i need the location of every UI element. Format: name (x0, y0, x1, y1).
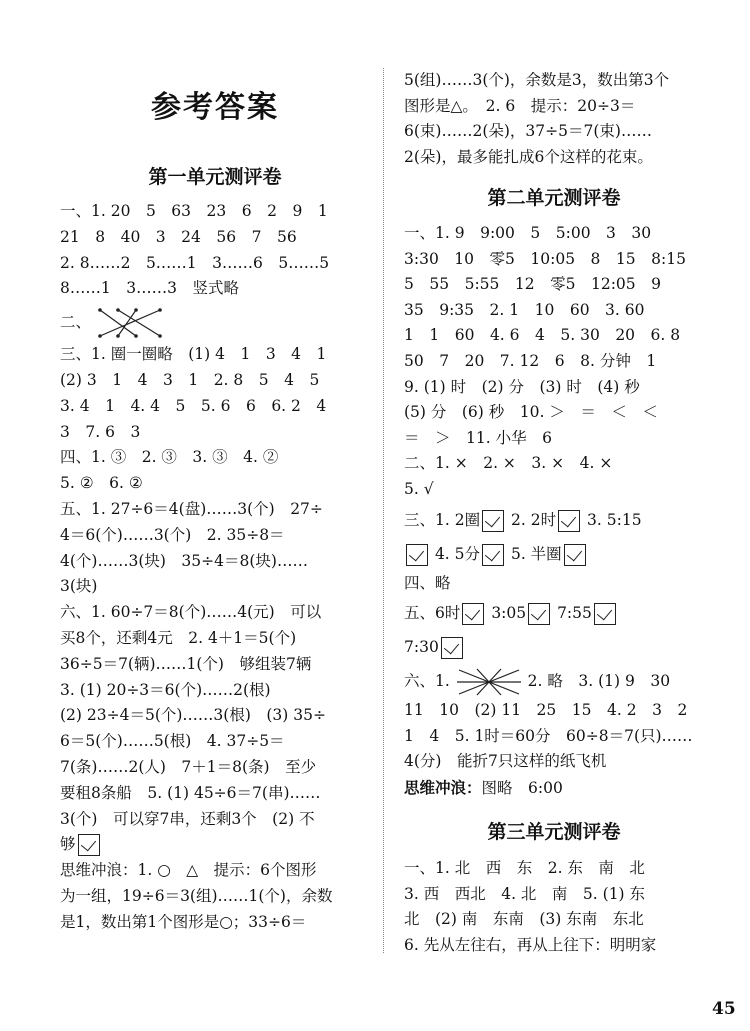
answer-line: 35 9:35 2. 1 10 60 3. 60 (404, 300, 645, 319)
answer-line: 一、1. 9 9:00 5 5:00 3 30 (404, 224, 652, 242)
answer-line: 是1，数出第1个图形是○；33÷6＝ (60, 912, 307, 931)
answer-line: 50 7 20 7. 12 6 8. 分钟 1 (404, 351, 657, 370)
page-title: 参考答案 (151, 90, 279, 125)
answer-label: 六、1. (404, 672, 450, 691)
unit3-title: 第三单元测评卷 (487, 821, 621, 843)
answer-line: 3. 西 西北 4. 北 南 5. (1) 东 (404, 884, 646, 903)
answer-line: 3(块) (60, 577, 98, 596)
answer-line: 11 10 (2) 11 25 15 4. 2 3 2 (404, 701, 688, 720)
answer-line (404, 596, 704, 630)
answer-text: 够 (60, 835, 76, 854)
answer-line: 1 1 60 4. 6 4 5. 30 20 6. 8 (404, 326, 681, 345)
answer-line: 36÷5＝7(辆)……1(个) 够组装7辆 (60, 654, 312, 673)
answer-line: 7(条)……2(人) 7＋1＝8(条) 至少 (60, 757, 317, 776)
answer-line (404, 537, 704, 571)
answer-text: 7:55 (557, 604, 592, 623)
answer-line (404, 503, 704, 537)
answer-line: 买8个，还剩4元 2. 4＋1＝5(个) (60, 628, 297, 647)
answer-line: 5(组)……3(个)，余数是3，数出第3个 (404, 71, 670, 89)
answer-line: 6＝5(个)……5(根) 4. 37÷5＝ (60, 732, 285, 751)
answer-line (404, 775, 704, 801)
matching-lines-diagram (96, 306, 166, 340)
answer-text: 7:30 (404, 638, 439, 657)
answer-line: 图形是△。 2. 6 提示：20÷3＝ (404, 96, 636, 115)
answer-line: 8……1 3……3 竖式略 (60, 279, 239, 298)
answer-line: 6. 先从左往右，再从上往下：明明家 (404, 935, 657, 954)
answer-text: 2. 略 3. (1) 9 30 (527, 672, 671, 691)
answer-line: 5 55 5:55 12 零5 12:05 9 (404, 275, 662, 294)
answer-line (404, 664, 704, 698)
check-box (482, 510, 504, 532)
answer-line: 3(个) 可以穿7串，还剩3个 (2) 不 (60, 809, 315, 828)
answer-line: 为一组，19÷6＝3(组)……1(个)，余数 (60, 886, 333, 905)
answer-text: 3:05 (491, 604, 527, 623)
check-box (406, 544, 428, 566)
answer-line: 6(束)……2(朵)，37÷5＝7(束)…… (404, 122, 652, 141)
answer-text: 2. 2时 (511, 510, 557, 529)
check-box (78, 834, 100, 856)
answer-line: (5) 分 (6) 秒 10. ＞ ＝ ＜ ＜ (404, 403, 658, 422)
answer-line: 六、1. 60÷7＝8(个)……4(元) 可以 (60, 603, 322, 622)
answer-line (60, 302, 370, 342)
answer-line: 3. 4 1 4. 4 5 5. 6 6 6. 2 4 (60, 396, 327, 415)
bonus-label: 思维冲浪： (404, 777, 482, 797)
answer-line: 3 7. 6 3 (60, 422, 141, 441)
answer-line: 9. (1) 时 (2) 分 (3) 时 (4) 秒 (404, 377, 640, 396)
answer-line: 4(个)……3(块) 35÷4＝8(块)…… (60, 551, 308, 570)
answer-line: 二、1. × 2. × 3. × 4. × (404, 454, 613, 473)
answer-line: 1 4 5. 1时＝60分 60÷8＝7(只)…… (404, 726, 693, 745)
answer-line: (2) 23÷4＝5(个)……3(根) (3) 35÷ (60, 706, 326, 725)
answer-text: 4. 5分 (434, 544, 481, 563)
answer-line: 一、1. 20 5 63 23 6 2 9 1 (60, 202, 328, 220)
page-number: 45 (712, 999, 736, 1019)
answer-line: 北 (2) 南 东南 (3) 东南 东北 (404, 910, 644, 929)
answer-line: 四、1. ③ 2. ③ 3. ③ 4. ② (60, 448, 279, 467)
unit2-answers (404, 221, 704, 801)
answer-line: 四、略 (404, 573, 451, 592)
answer-line: ＝ ＞ 11. 小华 6 (404, 428, 552, 447)
answer-line: 五、1. 27÷6＝4(盘)……3(个) 27÷ (60, 499, 323, 518)
answer-line (404, 630, 704, 664)
answer-text: 5. 半圈 (510, 544, 562, 563)
answer-line: 3. (1) 20÷3＝6(个)……2(根) (60, 680, 271, 699)
answer-text: 五、6时 (404, 604, 461, 623)
answer-label: 二、 (60, 313, 92, 332)
answer-text: 3. 5:15 (587, 510, 642, 529)
answer-line: 5. ② 6. ② (60, 474, 143, 493)
answer-line: 4＝6(个)……3(个) 2. 35÷8＝ (60, 525, 285, 544)
unit1-title: 第一单元测评卷 (148, 166, 282, 188)
answer-text: 图略 6:00 (481, 778, 563, 797)
unit1-continued (404, 68, 704, 170)
answer-line: 3:30 10 零5 10:05 8 15 8:15 (404, 249, 686, 268)
answer-line: 要租8条船 5. (1) 45÷6＝7(串)…… (60, 783, 321, 802)
clock-star-diagram (455, 667, 523, 697)
column-divider (383, 68, 384, 953)
check-box (564, 544, 586, 566)
check-box (441, 637, 463, 659)
answer-line: 三、1. 圈一圈略 (1) 4 1 3 4 1 (60, 345, 327, 364)
answer-line: 21 8 40 3 24 56 7 56 (60, 227, 297, 246)
answer-line: 思维冲浪：1. ○ △ 提示：6个图形 (60, 861, 317, 880)
check-box (462, 603, 484, 625)
check-box (558, 510, 580, 532)
check-box (482, 544, 504, 566)
answer-line (60, 832, 370, 858)
check-box (528, 603, 550, 625)
answer-line: 一、1. 北 西 东 2. 东 南 北 (404, 859, 645, 877)
unit3-answers (404, 856, 704, 958)
answer-line: (2) 3 1 4 3 1 2. 8 5 4 5 (60, 370, 320, 389)
answer-line: 4(分) 能折7只这样的纸飞机 (404, 752, 607, 771)
answer-line: 5. √ (404, 479, 434, 498)
check-box (594, 603, 616, 625)
answer-line: 2(朵)，最多能扎成6个这样的花束。 (404, 147, 653, 166)
answer-line: 2. 8……2 5……1 3……6 5……5 (60, 253, 330, 272)
unit2-title: 第二单元测评卷 (487, 187, 621, 209)
answer-text: 三、1. 2圈 (404, 510, 481, 529)
unit1-answers (60, 199, 370, 936)
